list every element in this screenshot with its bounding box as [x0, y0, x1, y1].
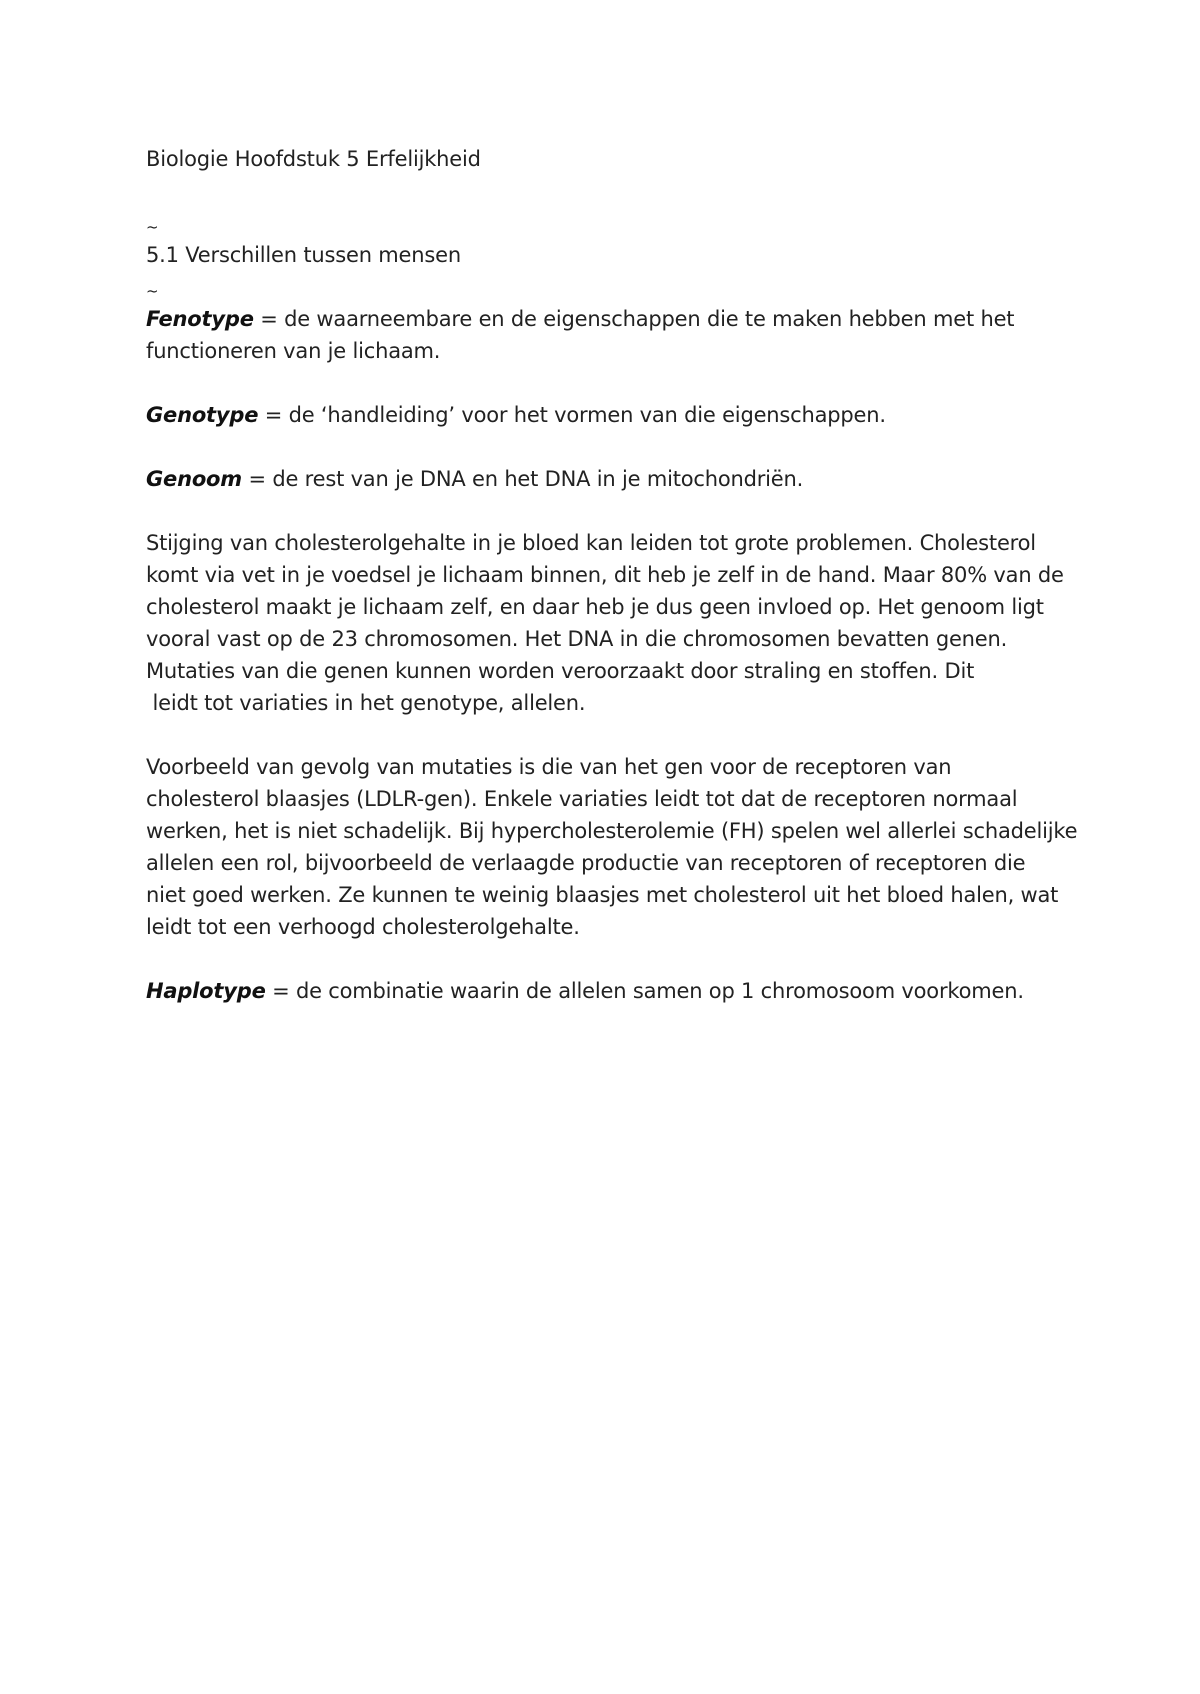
blank-line [146, 719, 1086, 751]
paragraph-line: cholesterol blaasjes (LDLR-gen). Enkele variaties leidt tot dat de receptoren normaal [146, 787, 1018, 811]
definition-term: Haplotype [146, 979, 266, 1003]
definition-line [146, 399, 1086, 431]
blank-line [146, 495, 1086, 527]
definition-genotype [146, 399, 1086, 431]
blank-line [146, 175, 1086, 207]
definition-genoom [146, 463, 1086, 495]
document-title: Biologie Hoofdstuk 5 Erfelijkheid [146, 147, 481, 171]
definition-term: Genoom [146, 467, 242, 491]
paragraph-line: leidt tot een verhoogd cholesterolgehalte. [146, 915, 580, 939]
definition-text: = de rest van je DNA en het DNA in je mitochondriën. [241, 467, 804, 491]
paragraph-line: allelen een rol, bijvoorbeeld de verlaagde productie van receptoren of receptoren die [146, 851, 1026, 875]
definition-haplotype [146, 975, 1086, 1007]
paragraph-line: Mutaties van die genen kunnen worden veroorzaakt door straling en stoffen. Dit [146, 659, 975, 683]
definition-text: = de waarneembare en de eigenschappen die te maken hebben met het [253, 307, 1015, 331]
document-body [146, 143, 1086, 1007]
definition-line [146, 463, 1086, 495]
paragraph-line: Stijging van cholesterolgehalte in je bloed kan leiden tot grote problemen. Cholesterol [146, 531, 1036, 555]
blank-line [146, 367, 1086, 399]
paragraph-line: vooral vast op de 23 chromosomen. Het DNA in die chromosomen bevatten genen. [146, 627, 1008, 651]
definition-text: functioneren van je lichaam. [146, 339, 441, 363]
paragraph-line: Voorbeeld van gevolg van mutaties is die van het gen voor de receptoren van [146, 755, 952, 779]
paragraph-line: leidt tot variaties in het genotype, allelen. [146, 691, 586, 715]
paragraph-line: niet goed werken. Ze kunnen te weinig blaasjes met cholesterol uit het bloed halen, wat [146, 883, 1059, 907]
definition-fenotype [146, 303, 1086, 367]
separator: ~ [146, 218, 159, 236]
paragraph-line: werken, het is niet schadelijk. Bij hypercholesterolemie (FH) spelen wel allerlei schadelijke [146, 819, 1078, 843]
paragraph-mutations [146, 751, 1086, 943]
paragraph-cholesterol [146, 527, 1086, 719]
definition-line [146, 303, 1086, 335]
definition-text: = de combinatie waarin de allelen samen op 1 chromosoom voorkomen. [265, 979, 1024, 1003]
definition-term: Fenotype [146, 307, 254, 331]
paragraph-line: komt via vet in je voedsel je lichaam binnen, dit heb je zelf in de hand. Maar 80% van de [146, 563, 1064, 587]
paragraph-line: cholesterol maakt je lichaam zelf, en daar heb je dus geen invloed op. Het genoom ligt [146, 595, 1044, 619]
blank-line [146, 943, 1086, 975]
definition-text: = de ‘handleiding’ voor het vormen van die eigenschappen. [258, 403, 886, 427]
section-heading: 5.1 Verschillen tussen mensen [146, 243, 461, 267]
definition-line [146, 975, 1086, 1007]
blank-line [146, 431, 1086, 463]
definition-term: Genotype [146, 403, 259, 427]
separator: ~ [146, 282, 159, 300]
